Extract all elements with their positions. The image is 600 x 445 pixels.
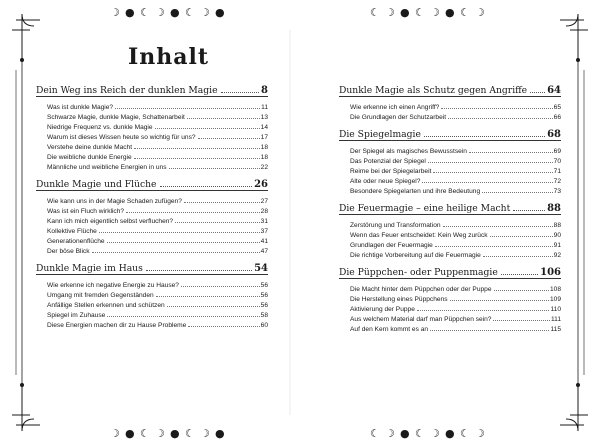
entry-page-number: 60 <box>260 322 268 329</box>
toc-entry[interactable] <box>339 229 561 239</box>
moon-icon: ● <box>125 6 135 19</box>
dot-leader <box>443 226 553 227</box>
dot-leader <box>126 212 260 213</box>
toc-entry[interactable] <box>36 279 268 289</box>
entry-title: Zerstörung und Transformation <box>350 222 441 229</box>
dot-leader <box>501 274 538 275</box>
moon-icon: ☾ <box>140 427 150 440</box>
dot-leader <box>156 296 260 297</box>
toc-entry[interactable] <box>36 101 268 111</box>
moon-icon: ☾ <box>185 427 195 440</box>
entry-title: Verstehe deine dunkle Macht <box>47 144 133 151</box>
dot-leader <box>92 252 260 253</box>
toc-entry[interactable] <box>339 145 561 155</box>
moon-icon: ☽ <box>475 427 485 440</box>
entry-page-number: 22 <box>260 164 268 171</box>
entry-title: Die richtige Vorbereitung auf die Feuermagie <box>350 252 481 259</box>
chapter-title: Dein Weg ins Reich der dunklen Magie <box>36 85 218 96</box>
dot-leader <box>493 320 549 321</box>
dot-leader <box>433 172 552 173</box>
moon-icon: ☾ <box>140 6 150 19</box>
moon-icon: ☽ <box>385 6 395 19</box>
toc-section <box>36 176 268 255</box>
entry-page-number: 28 <box>260 208 268 215</box>
entry-page-number: 109 <box>549 296 561 303</box>
entry-title: Umgang mit fremden Gegenständen <box>47 292 154 299</box>
entry-title: Auf den Kern kommt es an <box>350 326 429 333</box>
entry-page-number: 37 <box>260 228 268 235</box>
entry-page-number: 17 <box>260 134 268 141</box>
toc-entry[interactable] <box>36 205 268 215</box>
toc-section <box>339 82 561 121</box>
moon-icon: ● <box>215 6 225 19</box>
toc-entry[interactable] <box>36 289 268 299</box>
entry-title: Wie kann uns in der Magie Schaden zufügen? <box>47 198 182 205</box>
entry-title: Diese Energien machen dir zu Hause Probleme <box>47 322 187 329</box>
toc-entry[interactable] <box>36 161 268 171</box>
moon-icon: ● <box>445 6 455 19</box>
dot-leader <box>483 256 553 257</box>
moon-icon: ☾ <box>370 6 380 19</box>
page-title: Inhalt <box>128 44 210 70</box>
moon-icon: ☽ <box>200 427 210 440</box>
entry-page-number: 88 <box>553 222 561 229</box>
toc-entry[interactable] <box>339 165 561 175</box>
entry-title: Aktivierung der Puppe <box>350 306 415 313</box>
moon-icon: ☾ <box>415 427 425 440</box>
entry-title: Wenn das Feuer entscheidet: Kein Weg zurück <box>350 232 488 239</box>
toc-entry[interactable] <box>339 185 561 195</box>
dot-leader <box>428 162 553 163</box>
dot-leader <box>417 310 550 311</box>
entry-title: Wie erkenne ich einen Angriff? <box>350 104 440 111</box>
dot-leader <box>448 118 553 119</box>
entry-title: Besondere Spiegelarten und ihre Bedeutung <box>350 188 481 195</box>
entry-title: Alte oder neue Spiegel? <box>350 178 421 185</box>
entry-page-number: 56 <box>260 302 268 309</box>
entry-title: Schwarze Magie, dunkle Magie, Schattenarbeit <box>47 114 185 121</box>
dot-leader <box>99 232 260 233</box>
chapter-heading[interactable] <box>36 260 268 275</box>
entry-title: Der böse Blick <box>47 248 90 255</box>
dot-leader <box>167 306 260 307</box>
toc-section <box>339 126 561 195</box>
entry-title: Spiegel im Zuhause <box>47 312 106 319</box>
entry-title: Die Herstellung eines Püppchens <box>350 296 448 303</box>
toc-entry[interactable] <box>339 101 561 111</box>
entry-title: Kollektive Flüche <box>47 228 97 235</box>
dot-leader <box>175 222 260 223</box>
chapter-title: Dunkle Magie im Haus <box>36 263 143 274</box>
chapter-page-number: 88 <box>547 203 561 214</box>
chapter-heading[interactable] <box>339 264 561 279</box>
moon-border-bottom <box>0 426 600 442</box>
moon-icon: ● <box>125 427 135 440</box>
entry-title: Männliche und weibliche Energien in uns <box>47 164 167 171</box>
entry-page-number: 58 <box>260 312 268 319</box>
entry-page-number: 91 <box>553 242 561 249</box>
dot-leader <box>115 108 260 109</box>
moon-icon: ☽ <box>110 427 120 440</box>
chapter-title: Dunkle Magie als Schutz gegen Angriffe <box>339 85 528 96</box>
toc-entry[interactable] <box>339 313 561 323</box>
chapter-heading[interactable] <box>339 126 561 141</box>
toc-section <box>339 200 561 259</box>
entry-title: Die Grundlagen der Schutzarbeit <box>350 114 447 121</box>
entry-page-number: 14 <box>260 124 268 131</box>
chapter-title: Die Feuermagie – eine heilige Macht <box>339 203 511 214</box>
entry-title: Wie erkenne ich negative Energie zu Hause? <box>47 282 179 289</box>
moon-icon: ☽ <box>200 6 210 19</box>
moon-icon: ● <box>170 6 180 19</box>
dot-leader <box>469 152 553 153</box>
entry-page-number: 73 <box>553 188 561 195</box>
dot-leader <box>107 316 259 317</box>
chapter-page-number: 8 <box>261 85 268 96</box>
entry-page-number: 18 <box>260 154 268 161</box>
moon-icon: ☽ <box>110 6 120 19</box>
chapter-title: Die Spiegelmagie <box>339 129 421 140</box>
dot-leader <box>188 326 259 327</box>
toc-entry[interactable] <box>339 249 561 259</box>
toc-entry[interactable] <box>36 111 268 121</box>
dot-leader <box>494 290 549 291</box>
entry-page-number: 27 <box>260 198 268 205</box>
toc-entry[interactable] <box>36 215 268 225</box>
entry-page-number: 13 <box>260 114 268 121</box>
dot-leader <box>134 158 260 159</box>
dot-leader <box>435 246 553 247</box>
entry-title: Die weibliche dunkle Energie <box>47 154 132 161</box>
chapter-title: Die Püppchen- oder Puppenmagie <box>339 267 498 278</box>
toc-entry[interactable] <box>36 195 268 205</box>
chapter-heading[interactable] <box>339 82 561 97</box>
moon-icon: ☽ <box>430 6 440 19</box>
moon-icon: ☾ <box>460 427 470 440</box>
dot-leader <box>187 118 260 119</box>
chapter-heading[interactable] <box>339 200 561 215</box>
moon-border-top <box>0 5 600 21</box>
entry-page-number: 56 <box>260 282 268 289</box>
chapter-heading[interactable] <box>36 82 268 97</box>
entry-title: Reime bei der Spiegelarbeit <box>350 168 432 175</box>
toc-entry[interactable] <box>339 175 561 185</box>
entry-title: Generationenflüche <box>47 238 105 245</box>
entry-page-number: 66 <box>553 114 561 121</box>
entry-title: Die Macht hinter dem Püppchen oder der Puppe <box>350 286 492 293</box>
toc-entry[interactable] <box>36 299 268 309</box>
toc-section <box>36 82 268 171</box>
entry-page-number: 110 <box>550 306 561 313</box>
entry-page-number: 92 <box>553 252 561 259</box>
toc-entry[interactable] <box>339 239 561 249</box>
dot-leader <box>169 168 260 169</box>
entry-title: Was ist dunkle Magie? <box>47 104 114 111</box>
moon-icon: ● <box>445 427 455 440</box>
toc-entry[interactable] <box>36 131 268 141</box>
dot-leader <box>181 286 260 287</box>
entry-title: Was ist ein Fluch wirklich? <box>47 208 125 215</box>
toc-entry[interactable] <box>339 303 561 313</box>
toc-entry[interactable] <box>36 309 268 319</box>
moon-icon: ● <box>170 427 180 440</box>
dot-leader <box>430 330 549 331</box>
toc-section <box>36 260 268 329</box>
moon-icon: ☽ <box>155 427 165 440</box>
entry-page-number: 41 <box>260 238 268 245</box>
chapter-page-number: 106 <box>540 267 561 278</box>
moon-icon: ● <box>400 427 410 440</box>
chapter-page-number: 26 <box>254 179 268 190</box>
toc-entry[interactable] <box>339 111 561 121</box>
moon-icon: ☽ <box>430 427 440 440</box>
dot-leader <box>107 242 260 243</box>
entry-title: Kann ich mich eigentlich selbst verfluchen? <box>47 218 174 225</box>
entry-page-number: 11 <box>261 104 268 111</box>
dot-leader <box>184 202 260 203</box>
dot-leader <box>482 192 553 193</box>
moon-icon: ☽ <box>385 427 395 440</box>
dot-leader <box>513 210 545 211</box>
toc-entry[interactable] <box>339 283 561 293</box>
entry-page-number: 31 <box>260 218 268 225</box>
entry-page-number: 69 <box>553 148 561 155</box>
moon-icon: ☾ <box>370 427 380 440</box>
entry-title: Aus welchem Material darf man Püppchen sein? <box>350 316 492 323</box>
toc-entry[interactable] <box>36 225 268 235</box>
toc-entry[interactable] <box>339 155 561 165</box>
chapter-heading[interactable] <box>36 176 268 191</box>
entry-title: Anfällige Stellen erkennen und schützen <box>47 302 165 309</box>
moon-icon: ● <box>400 6 410 19</box>
toc-right-column <box>339 82 561 338</box>
dot-leader <box>160 186 253 187</box>
dot-leader <box>450 300 549 301</box>
toc-section <box>339 264 561 333</box>
dot-leader <box>441 108 552 109</box>
chapter-page-number: 64 <box>547 85 561 96</box>
toc-entry[interactable] <box>36 245 268 255</box>
toc-left-column <box>36 82 268 334</box>
dot-leader <box>198 138 260 139</box>
entry-title: Niedrige Frequenz vs. dunkle Magie <box>47 124 153 131</box>
entry-page-number: 18 <box>260 144 268 151</box>
dot-leader <box>490 236 553 237</box>
dot-leader <box>155 128 260 129</box>
toc-entry[interactable] <box>36 151 268 161</box>
entry-page-number: 115 <box>550 326 561 333</box>
entry-page-number: 65 <box>553 104 561 111</box>
dot-leader <box>146 270 252 271</box>
moon-icon: ● <box>215 427 225 440</box>
toc-entry[interactable] <box>339 323 561 333</box>
chapter-title: Dunkle Magie und Flüche <box>36 179 157 190</box>
entry-title: Der Spiegel als magisches Bewusstsein <box>350 148 467 155</box>
entry-page-number: 56 <box>260 292 268 299</box>
toc-entry[interactable] <box>36 121 268 131</box>
entry-title: Warum ist dieses Wissen heute so wichtig für uns? <box>47 134 196 141</box>
entry-page-number: 111 <box>550 316 561 323</box>
entry-page-number: 47 <box>260 248 268 255</box>
toc-entry[interactable] <box>36 235 268 245</box>
moon-icon: ☽ <box>155 6 165 19</box>
toc-entry[interactable] <box>36 319 268 329</box>
entry-page-number: 108 <box>549 286 561 293</box>
entry-page-number: 70 <box>553 158 561 165</box>
entry-page-number: 71 <box>553 168 561 175</box>
toc-entry[interactable] <box>339 219 561 229</box>
entry-title: Grundlagen der Feuermagie <box>350 242 433 249</box>
toc-entry[interactable] <box>36 141 268 151</box>
moon-icon: ☾ <box>460 6 470 19</box>
chapter-page-number: 54 <box>254 263 268 274</box>
dot-leader <box>422 182 552 183</box>
moon-icon: ☾ <box>185 6 195 19</box>
dot-leader <box>221 92 259 93</box>
moon-icon: ☽ <box>475 6 485 19</box>
entry-page-number: 90 <box>553 232 561 239</box>
entry-page-number: 72 <box>553 178 561 185</box>
dot-leader <box>134 148 260 149</box>
entry-title: Das Potenzial der Spiegel <box>350 158 426 165</box>
dot-leader <box>530 92 545 93</box>
toc-entry[interactable] <box>339 293 561 303</box>
moon-icon: ☾ <box>415 6 425 19</box>
dot-leader <box>424 136 545 137</box>
chapter-page-number: 68 <box>547 129 561 140</box>
